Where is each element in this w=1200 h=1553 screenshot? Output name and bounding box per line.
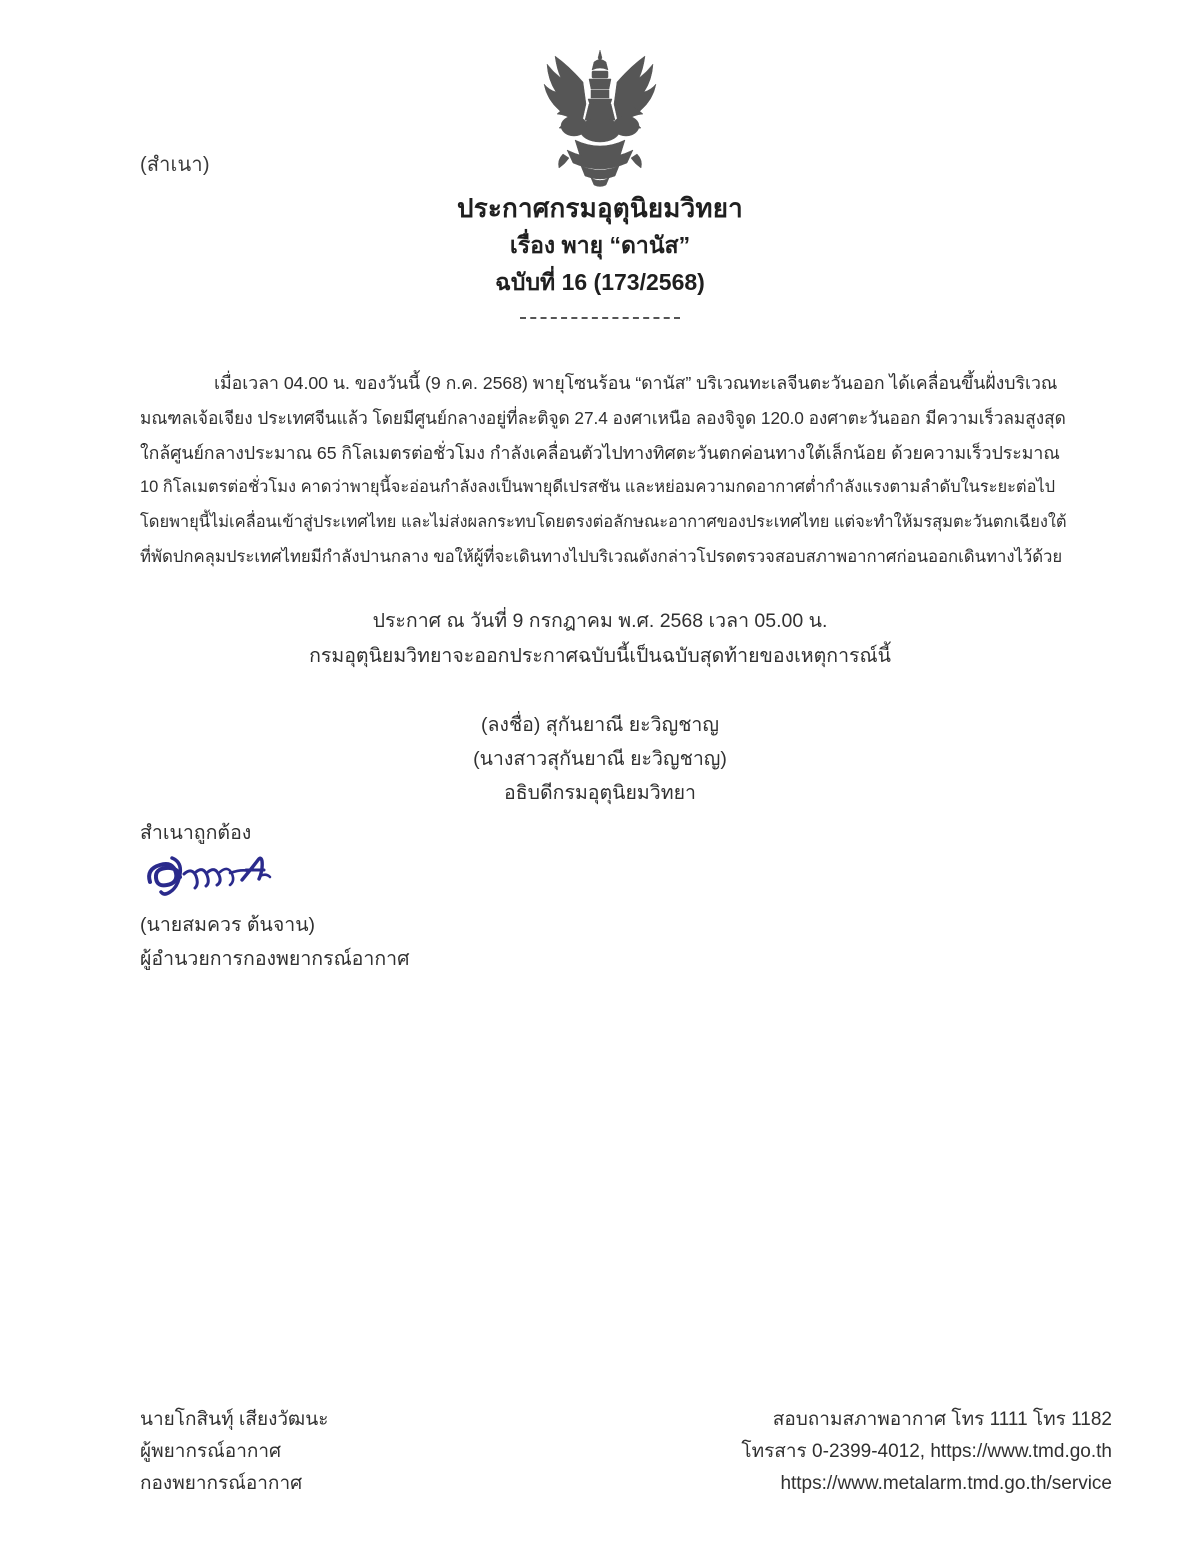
footer-right — [592, 1404, 1112, 1500]
contact-fax-web: โทรสาร 0-2399-4012, https://www.tmd.go.th — [741, 1441, 1112, 1462]
garuda-emblem — [525, 42, 675, 190]
forecaster-name: นายโกสินทุ์ เสียงวัฒนะ — [140, 1409, 329, 1430]
forecaster-title: ผู้พยากรณ์อากาศ — [140, 1441, 282, 1462]
page-title: ประกาศกรมอุตุนิยมวิทยา — [457, 193, 743, 223]
certifier-role: ผู้อำนวยการกองพยากรณ์อากาศ — [140, 948, 410, 970]
handwritten-signature — [142, 848, 560, 908]
header-block — [0, 190, 1200, 319]
signed-by: (ลงชื่อ) สุกันยาณี ยะวิญชาญ — [480, 714, 719, 736]
signature-block — [0, 708, 1200, 810]
signer-full-name: (นางสาวสุกันยาณี ยะวิญชาญ) — [473, 748, 727, 770]
final-notice: กรมอุตุนิยมวิทยาจะออกประกาศฉบับนี้เป็นฉบับสุดท้ายของเหตุการณ์นี้ — [309, 645, 891, 667]
issue-number: ฉบับที่ 16 (173/2568) — [495, 268, 705, 295]
body-line: โดยพายุนี้ไม่เคลื่อนเข้าสู่ประเทศไทย และไม่ส่งผลกระทบโดยตรงต่อลักษณะอากาศของประเทศไทย แต่จะทำให้มรสุมตะวันตกเฉียงใต้ — [140, 513, 1067, 532]
emblem-container — [0, 42, 1200, 195]
forecaster-division: กองพยากรณ์อากาศ — [140, 1473, 303, 1494]
certification-label: สำเนาถูกต้อง — [140, 822, 252, 844]
body-line: 10 กิโลเมตรต่อชั่วโมง คาดว่าพายุนี้จะอ่อนกำลังลงเป็นพายุดีเปรสชัน และหย่อมความกดอากาศต่ำกำลังแรงตามลำดับในระยะต่อไป — [140, 478, 1056, 497]
ink-signature-icon — [142, 848, 292, 906]
certification-block — [140, 820, 560, 976]
issued-date: ประกาศ ณ วันที่ 9 กรกฎาคม พ.ศ. 2568 เวลา 05.00 น. — [372, 610, 828, 632]
contact-service-url: https://www.metalarm.tmd.go.th/service — [780, 1473, 1112, 1494]
body-line: ที่พัดปกคลุมประเทศไทยมีกำลังปานกลาง ขอให้ผู้ที่จะเดินทางไปบริเวณดังกล่าวโปรดตรวจสอบสภาพอากาศก่อนออกเดินทางไว้ด้วย — [140, 546, 1063, 566]
signer-position: อธิบดีกรมอุตุนิยมวิทยา — [504, 782, 696, 804]
subject-line: เรื่อง พายุ “ดานัส” — [509, 231, 691, 258]
body-line: ใกล้ศูนย์กลางประมาณ 65 กิโลเมตรต่อชั่วโมง กำลังเคลื่อนตัวไปทางทิศตะวันตกค่อนทางใต้เล็กน้อย ด้วยความเร็วประมาณ — [140, 442, 1060, 463]
body-paragraph — [140, 366, 1068, 575]
body-line: เมื่อเวลา 04.00 น. ของวันนี้ (9 ก.ค. 2568) พายุโซนร้อน “ดานัส” บริเวณทะเลจีนตะวันออก ได้เคลื่อนขึ้นฝั่งบริเวณ — [214, 373, 1058, 393]
footer-left — [140, 1404, 620, 1500]
contact-phone: สอบถามสภาพอากาศ โทร 1111 โทร 1182 — [772, 1409, 1112, 1430]
issued-block — [0, 604, 1200, 674]
copy-marker: (สำเนา) — [140, 154, 210, 176]
certifier-name: (นายสมควร ต้นจาน) — [140, 914, 316, 936]
body-line: มณฑลเจ้อเจียง ประเทศจีนแล้ว โดยมีศูนย์กลางอยู่ที่ละติจูด 27.4 องศาเหนือ ลองจิจูด 120.0 องศาตะวันออก มีความเร็วลมสูงสุด — [140, 407, 1066, 428]
divider — [520, 317, 680, 319]
